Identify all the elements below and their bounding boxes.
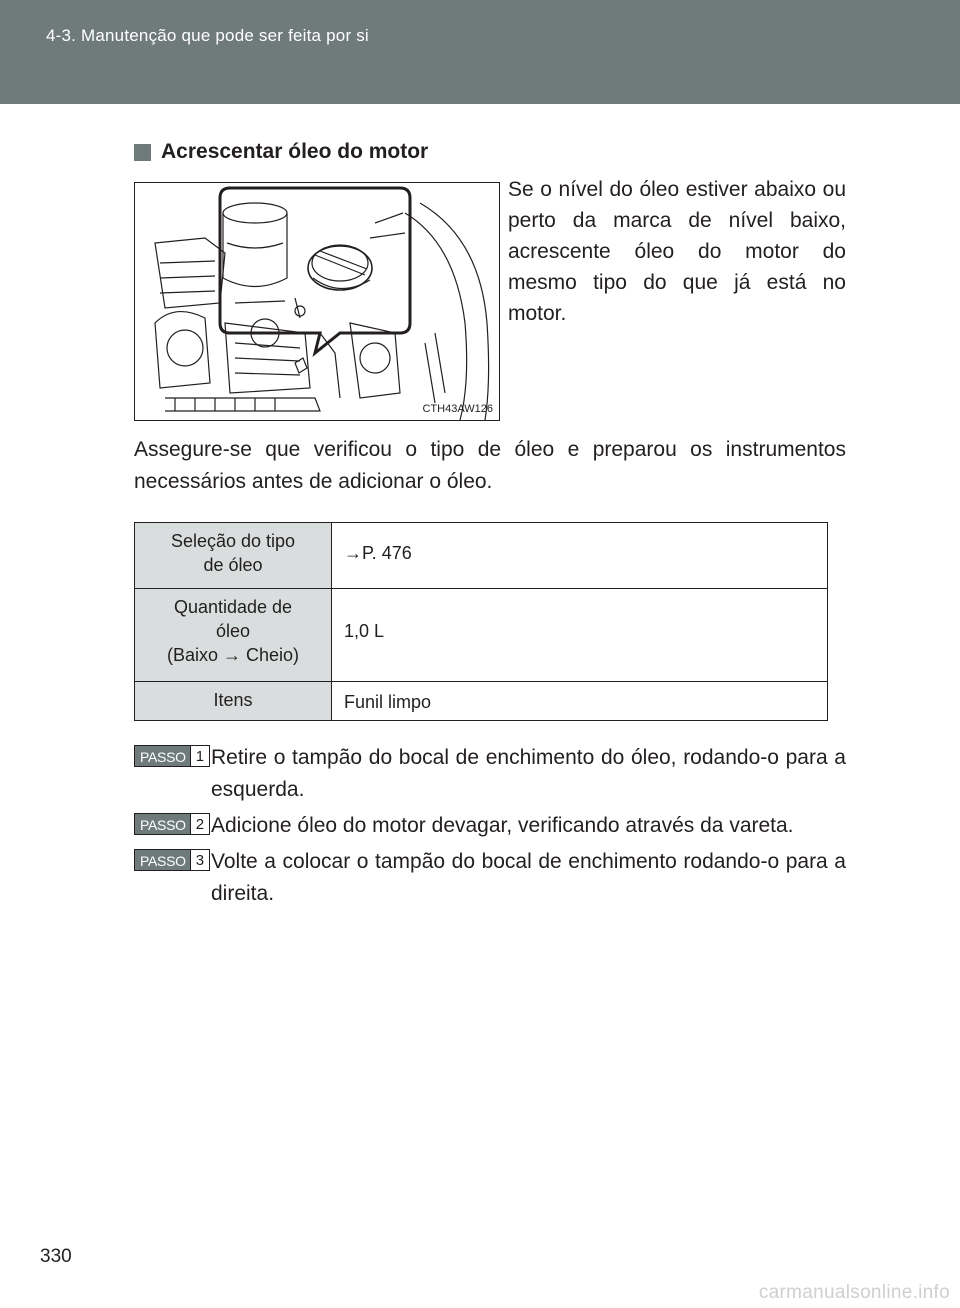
table-value-cell: 1,0 L bbox=[332, 589, 828, 682]
table-row bbox=[135, 682, 828, 721]
engine-illustration bbox=[134, 182, 500, 421]
steps-list bbox=[134, 742, 846, 914]
table-row bbox=[135, 523, 828, 589]
watermark: carmanualsonline.info bbox=[758, 1282, 950, 1303]
table-value-cell: →P. 476 bbox=[332, 523, 828, 589]
step-badge: PASSO 1 bbox=[134, 745, 210, 767]
step-item bbox=[134, 742, 846, 806]
table-label-cell: Quantidade de óleo (Baixo → Cheio) bbox=[135, 589, 332, 682]
section-title: Acrescentar óleo do motor bbox=[161, 140, 429, 163]
step-badge: PASSO 3 bbox=[134, 849, 210, 871]
figure-code: CTH43AW126 bbox=[422, 403, 493, 415]
section-breadcrumb: 4-3. Manutenção que pode ser feita por si bbox=[46, 26, 369, 45]
step-badge: PASSO 2 bbox=[134, 813, 210, 835]
page-number: 330 bbox=[40, 1246, 72, 1267]
intro-paragraph: Assegure-se que verificou o tipo de óleo e preparou os instrumentos necessários antes de adicionar o óleo. bbox=[134, 438, 846, 493]
square-bullet-icon bbox=[134, 144, 151, 161]
page-header bbox=[0, 0, 960, 104]
table-label-cell: Itens bbox=[135, 682, 332, 721]
table-value-cell: Funil limpo bbox=[332, 682, 828, 721]
step-item bbox=[134, 810, 846, 842]
step-text: Retire o tampão do bocal de enchimento do óleo, rodando-o para a esquerda. bbox=[211, 746, 846, 801]
step-text: Volte a colocar o tampão do bocal de enchimento rodando-o para a direita. bbox=[211, 850, 846, 905]
oil-level-instruction: Se o nível do óleo estiver abaixo ou perto da marca de nível baixo, acrescente óleo do motor do mesmo tipo do que já está no motor. bbox=[508, 178, 846, 325]
oil-info-table bbox=[134, 522, 828, 721]
table-row bbox=[135, 589, 828, 682]
table-label-cell: Seleção do tipo de óleo bbox=[135, 523, 332, 589]
engine-oil-cap-drawing bbox=[135, 183, 499, 420]
section-heading bbox=[134, 140, 428, 164]
step-item bbox=[134, 846, 846, 910]
step-text: Adicione óleo do motor devagar, verificando através da vareta. bbox=[211, 814, 794, 837]
